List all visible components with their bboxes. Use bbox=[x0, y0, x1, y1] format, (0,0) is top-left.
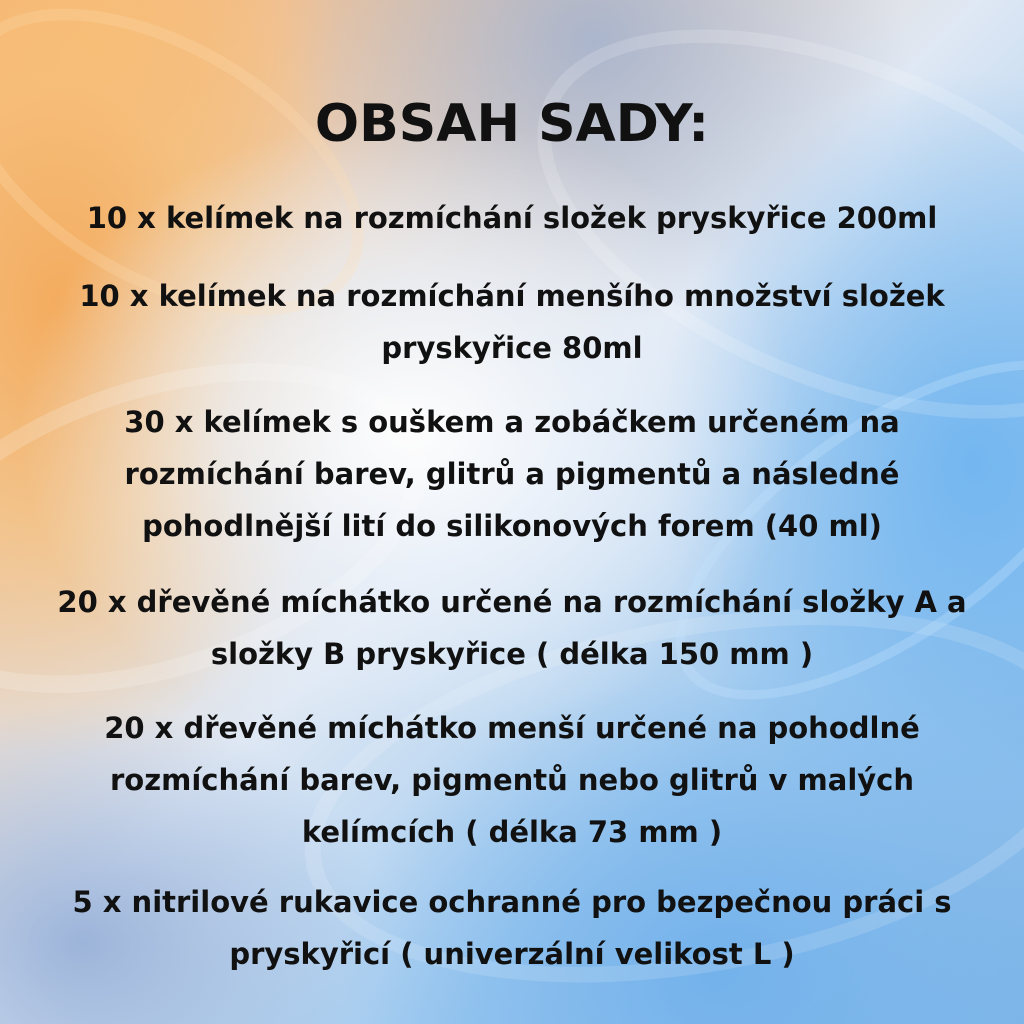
list-item: 20 x dřevěné míchátko určené na rozmíchání složky A a složky B pryskyřice ( délka 150 mm ) bbox=[57, 585, 967, 671]
list-item: 5 x nitrilové rukavice ochranné pro bezpečnou práci s pryskyřicí ( univerzální velikost L ) bbox=[72, 885, 952, 971]
page-title: OBSAH SADY: bbox=[314, 94, 710, 154]
list-item: 10 x kelímek na rozmíchání menšího množství složek pryskyřice 80ml bbox=[79, 279, 945, 365]
list-item: 10 x kelímek na rozmíchání složek pryskyřice 200ml bbox=[86, 201, 938, 235]
list-item: 30 x kelímek s ouškem a zobáčkem určeném na rozmíchání barev, glitrů a pigmentů a následné pohodlnější lití do silikonových forem (40 ml) bbox=[124, 405, 900, 543]
list-item: 20 x dřevěné míchátko menší určené na pohodlné rozmíchání barev, pigmentů nebo glitrů v malých kelímcích ( délka 73 mm ) bbox=[104, 711, 920, 849]
